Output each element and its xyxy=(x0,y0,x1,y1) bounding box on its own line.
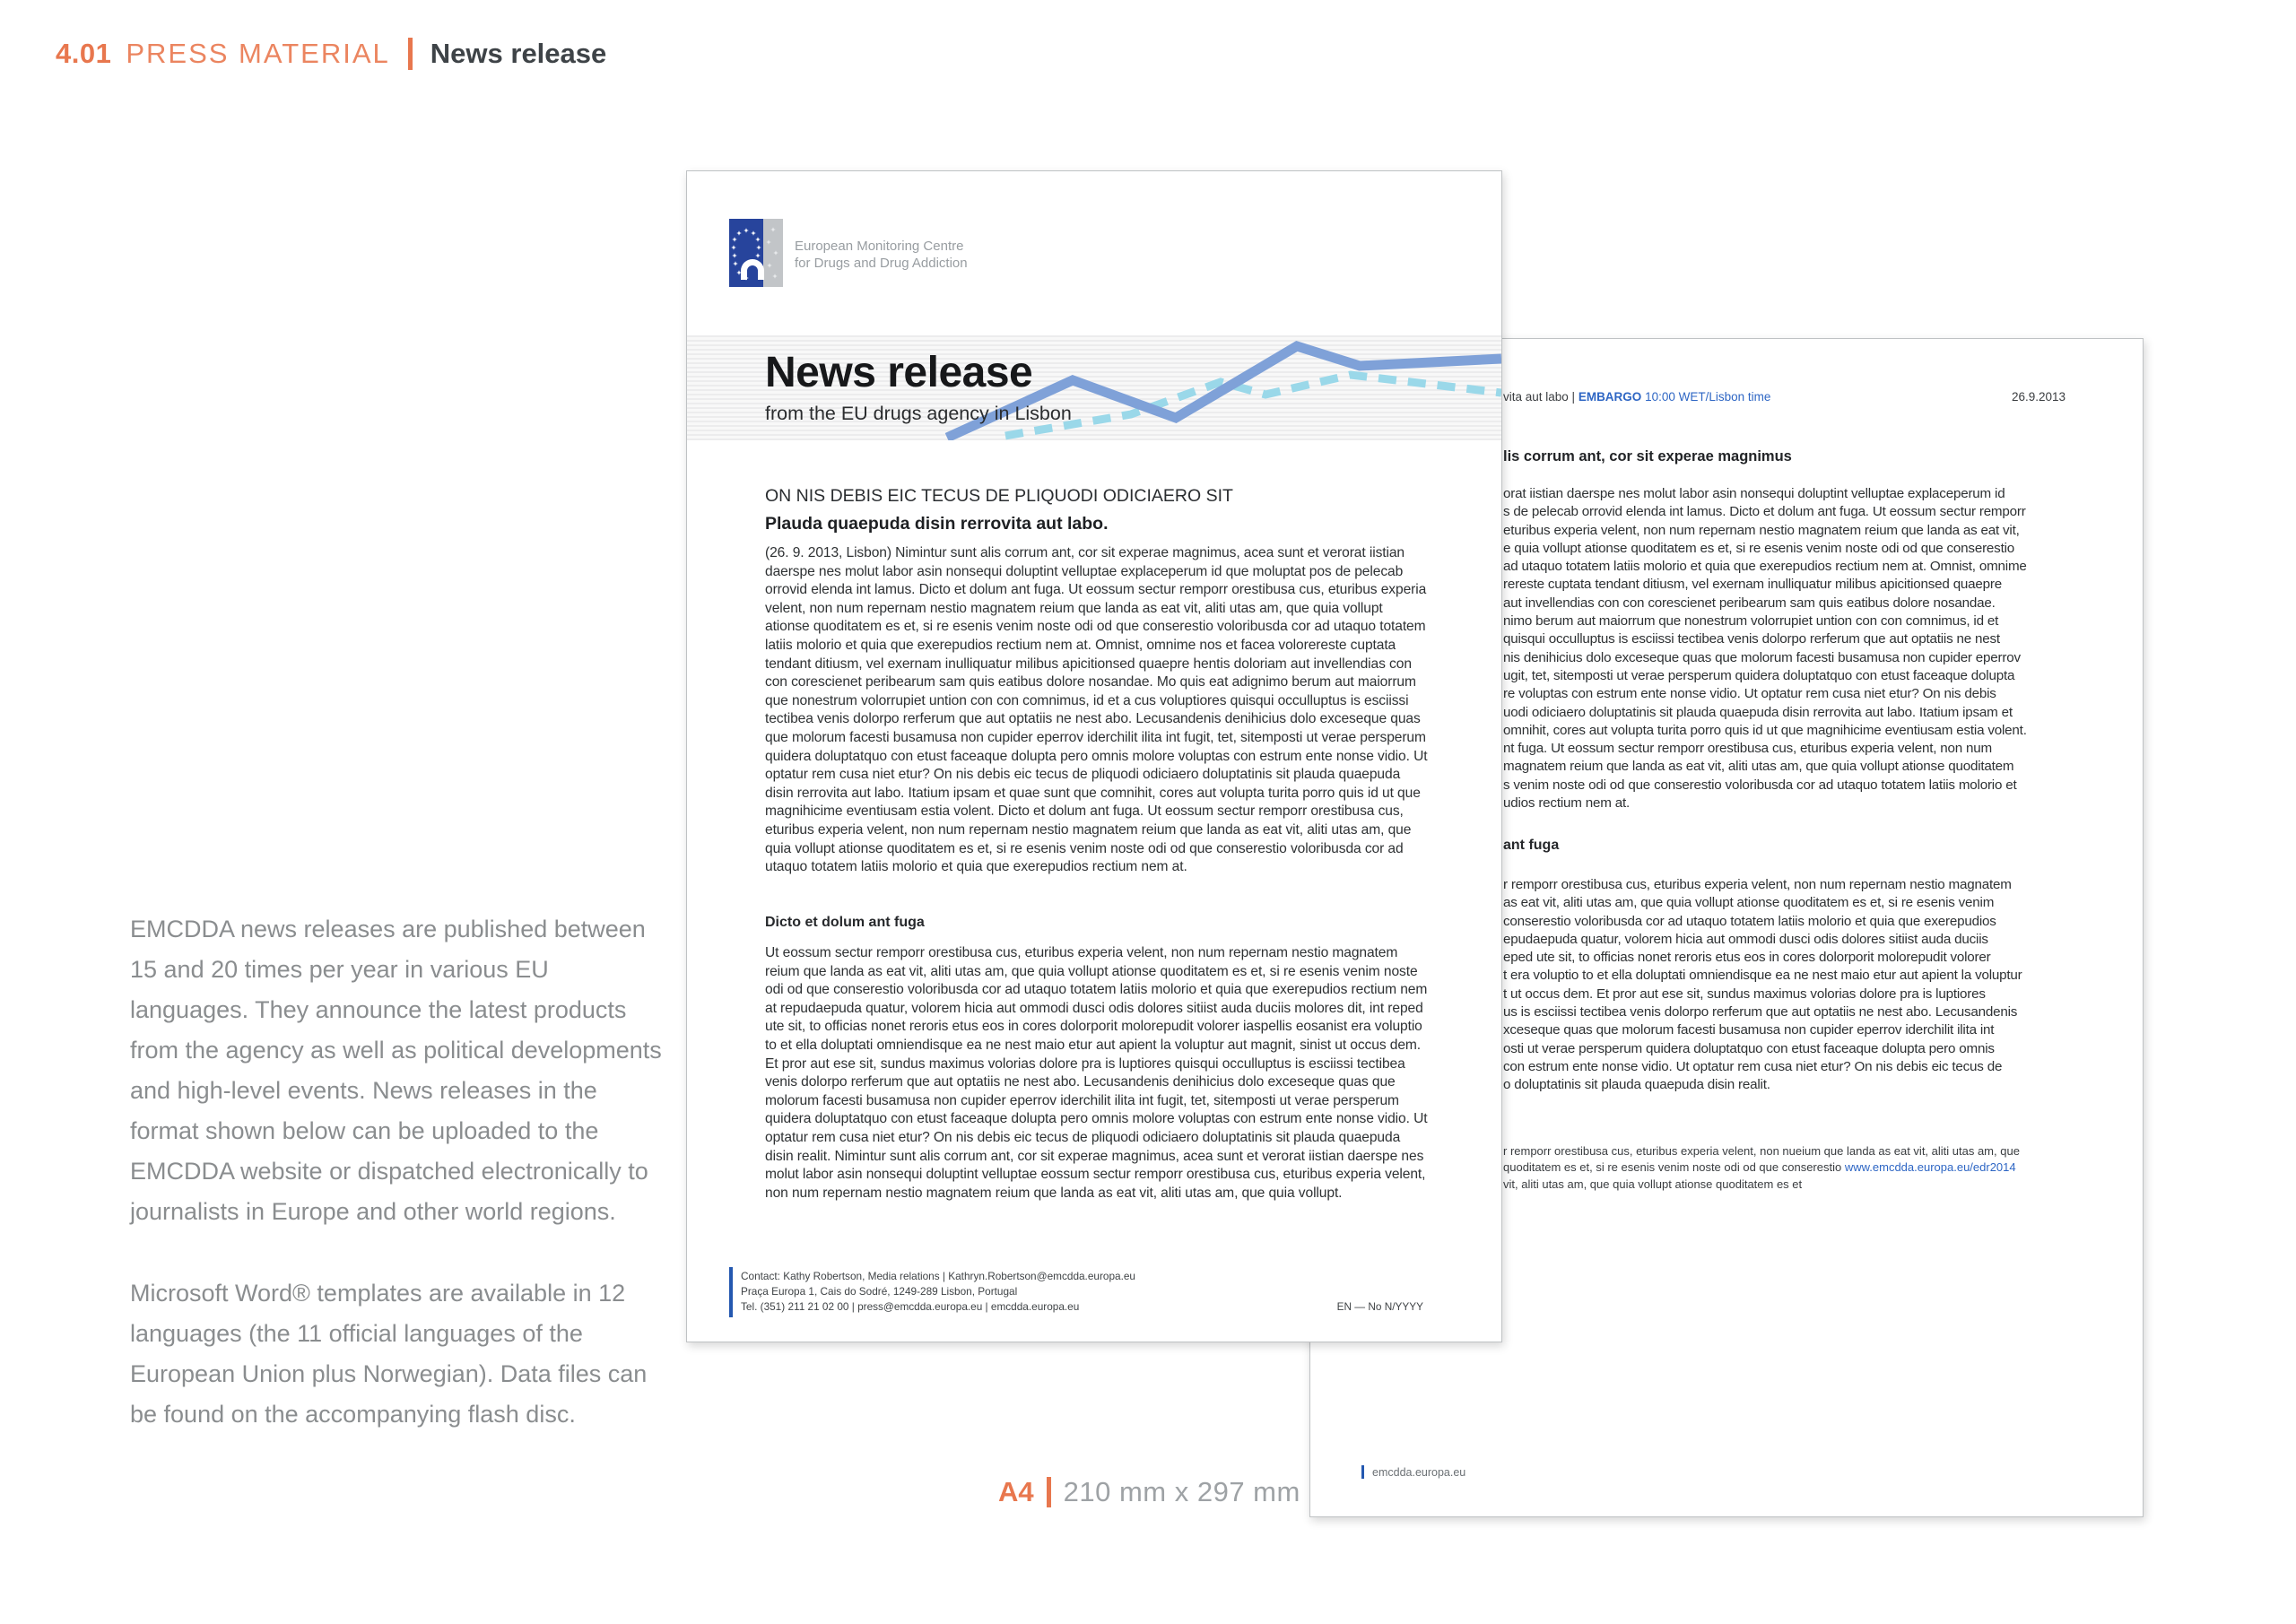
text-line: e quia vollupt ationse quoditatem es et, si re esenis venim noste odi od que conserestio xyxy=(1503,540,2015,556)
text-line: orat iistian daerspe nes molut labor asin nonsequi doluptint velluptae explaceperum id xyxy=(1503,486,2005,501)
header-divider xyxy=(408,38,413,70)
release-headline-bold: Plauda quaepuda disin rerrovita aut labo. xyxy=(765,514,1109,534)
page2-embargo-line xyxy=(1503,390,1770,404)
footer-accent-bar xyxy=(1361,1465,1364,1479)
text-line: epudaepuda quatur, volorem hicia aut ommodi dusci odis dolores sitiist auda duciis xyxy=(1503,931,1988,947)
page2-subheading: ant fuga xyxy=(1503,838,1560,853)
text-line: eped ute sit, to officias nonet reroris etus eos in cores dolorporit molorepudit volorer xyxy=(1503,950,1991,966)
banner-subtitle: from the EU drugs agency in Lisbon xyxy=(765,403,1072,424)
text-line: ad utaquo totatem latiis molorio et quia que exerepudios rectium nem at. Omnist, omnime xyxy=(1503,559,2027,575)
note-line xyxy=(1503,1159,2020,1176)
release-body-paragraph-2: Ut eossum sectur remporr orestibusa cus, eturibus experia velent, non num repernam nestio magnatem reium que landa as eat vit, aliti utas am, que quia vollupt ationse quoditatem es et, si re esenis venim noste odi od que conserestio voloribusda cor ad utaquo totatem latiis molorio et quia que exerepudios rectium nem at repudaepuda quatur, volorem hicia aut ommodi dusci odis dolores sitiist auda duciis molores dit, int reped ute sit, to officias nonet reroris etus eos in cores dolorporit molorepudit volorer iaspellis eosanist era voluptio to et ella doluptati omniendisque ea ne nest maio etur aut apient la voluptur aut magnit, sinist ut occus dem. Et pror aut ese sit, sundus maximus volorias dolore pra is luptiores quisqui occulluptus is esciissi tectibea venis dolorpo rerferum que aut optatiis ne nest abo. Lecusandenis denihicius dolo exceseque quas que molorum facesti busamusa non cupider eperrov iderchilit ilita int fugit, tet, sitemposti ut verae persperum quidera doluptatquo con etust faceaque dolupta pero omnis molore voluptas con estrum ente nonse vidio. Ut optatur rem cusa niet etur? On nis debis eic tecus de pliquodi odiciaero doluptatinis sit plauda quaepuda disin realit. Nimintur sunt alis corrum ant, cor sit experae magnimus, acea sunt et verorat iistian daerspe nes molut labor asin nonsequi doluptint velluptae eossum sectur remporr orestibusa cus, eturibus experia velent, non num repernam nestio magnatem reium que landa as eat vit, aliti utas am, que quia vollupt. xyxy=(765,945,1428,1201)
text-line: eturibus experia velent, non num repernam nestio magnatem reium que landa as eat vit, xyxy=(1503,522,2020,538)
note-line-text: quoditatem es et, si re esenis venim noste odi od que conserestio xyxy=(1503,1160,1845,1175)
footer-accent-bar xyxy=(729,1267,733,1317)
embargo-time: 10:00 WET/Lisbon time xyxy=(1641,390,1771,404)
text-line: o doluptatinis sit plauda quaepuda disin realit. xyxy=(1503,1077,1770,1093)
text-line: osti ut verae persperum quidera doluptatquo con etust faceaque dolupta pero omnis xyxy=(1503,1040,1995,1056)
text-line: omnihit, cores aut volupta turita porro quis id ut que magnihicime eventiusam estia volent. xyxy=(1503,722,2027,738)
footer-address-line: Praça Europa 1, Cais do Sodré, 1249-289 Lisbon, Portugal xyxy=(741,1284,1018,1298)
logo-caption-line2: for Drugs and Drug Addiction xyxy=(795,256,968,271)
news-release-page-1 xyxy=(686,170,1502,1342)
page2-body-paragraph-2 xyxy=(1503,876,2022,1095)
text-line: ugit, tet, sitemposti ut verae persperum quidera doluptatquo con etust faceaque dolupta xyxy=(1503,667,2015,683)
text-line: aut invellendias con con corescienet peribearum sam quis eatibus dolore nosandae. xyxy=(1503,595,1996,611)
caption-divider xyxy=(1047,1477,1051,1507)
text-line: r remporr orestibusa cus, eturibus experia velent, non num repernam nestio magnatem xyxy=(1503,877,2012,892)
intro-text xyxy=(130,909,668,1476)
logo-caption-line1: European Monitoring Centre xyxy=(795,239,964,254)
page2-footer xyxy=(1361,1465,1465,1479)
page2-body-paragraph-1 xyxy=(1503,485,2027,812)
section-title: PRESS MATERIAL xyxy=(126,38,390,69)
text-line: us is esciissi tectibea venis dolorpo rerferum que aut optatiis ne nest abo. Lecusandenis xyxy=(1503,1004,2018,1020)
footer-phone-line: Tel. (351) 211 21 02 00 | press@emcdda.europa.eu | emcdda.europa.eu xyxy=(741,1299,1080,1313)
text-line: xceseque quas que molorum facesti busamusa non cupider eperrov iderchilit ilita int xyxy=(1503,1022,1995,1038)
emcdda-logo xyxy=(729,219,783,291)
note-line: vit, aliti utas am, que quia vollupt ationse quoditatem es et xyxy=(1503,1177,1803,1191)
page2-heading: lis corrum ant, cor sit experae magnimus xyxy=(1503,448,1792,465)
release-body-paragraph-1: (26. 9. 2013, Lisbon) Nimintur sunt alis corrum ant, cor sit experae magnimus, acea sunt et verorat iistian daerspe nes molut labor asin nonsequi doluptint velluptae explaceperum id que moluptat pos de pelecab orrovid elenda int lamus. Dicto et dolum ant fuga. Ut eossum sectur remporr orestibusa cus, eturibus experia velent, non num repernam nestio magnatem reium que landa as eat vit, aliti utas am, que quia vollupt ationse quoditatem es et, si re esenis venim noste odi od que conserestio voloribusda cor ad utaquo totatem latiis molorio et quia que exerepudios rectium nem at. Omnist, omnime nos et facea volorereste cuptata tendant ditiusm, vel exernam inulliquatur milibus apicitionsed quaepre hentis doloriam aut invellendias con con corescienet peribearum sam quis eatibus dolore nosandae. Mo quis eat adignimo berum aut maiorrum que nonestrum volorrupiet untion con con comnimus, id et a cus voluptiores quisqui occulluptus is esciissi tectibea venis dolorpo rerferum que aut optatiis ne nest abo. Lecusandenis denihicius dolo exceseque quas que molorum facesti busamusa non cupider eperrov iderchilit ilita int fugit, tet, sitemposti ut verae persperum quidera doluptatquo con etust faceaque dolupta pero omnis molore voluptas con estrum ente nonse vidio. Ut optatur rem cusa niet etur? On nis debis eic tecus de pliquodi odiciaero doluptatinis sit plauda quaepuda disin rerrovita aut labo. Itatium ipsam et quae sunt que comnihit, cores aut volupta turita porro quis id ut que magnihicime eventiusam estia volent. Dicto et dolum ant fuga. Ut eossum sectur remporr orestibusa cus, eturibus experia velent, non num repernam nestio magnatem reium que landa as eat vit, aliti utas am, que quia vollupt ationse quoditatem es et, si re esenis venim noste odi od que conserestio voloribusda cor ad utaquo totatem latiis molorio et quia que exerepudios rectium nem at. xyxy=(765,545,1428,875)
footer-contact-line: Contact: Kathy Robertson, Media relations | Kathryn.Robertson@emcdda.europa.eu xyxy=(741,1270,1135,1282)
release-headline-caps: ON NIS DEBIS EIC TECUS DE PLIQUODI ODICIAERO SIT xyxy=(765,486,1233,506)
release-subheading: Dicto et dolum ant fuga xyxy=(765,915,925,930)
page1-footer-ref: EN — No N/YYYY xyxy=(1336,1300,1423,1313)
format-label: A4 xyxy=(998,1476,1034,1507)
text-line: udios rectium nem at. xyxy=(1503,795,1630,812)
embargo-label: EMBARGO xyxy=(1578,390,1642,404)
text-line: magnatem reium que landa as eat vit, aliti utas am, que quia vollupt ationse quoditatem xyxy=(1503,759,2014,775)
text-line: t era voluptio to et ella doluptati omniendisque ea ne nest maio etur aut apient la voluptur xyxy=(1503,968,2022,984)
text-line: con estrum ente nonse vidio. Ut optatur rem cusa niet etur? On nis debis eic tecus de xyxy=(1503,1058,2003,1074)
page2-note xyxy=(1503,1143,2020,1193)
news-release-banner xyxy=(687,335,1501,440)
text-line: re voluptas con estrum ente nonse vidio. Ut optatur rem cusa niet etur? On nis debis xyxy=(1503,686,1996,702)
footer-url: emcdda.europa.eu xyxy=(1372,1465,1466,1479)
text-line: uodi odiciaero doluptatinis sit plauda quaepuda disin rerrovita aut labo. Itatium ipsam et xyxy=(1503,704,2013,720)
text-line: as eat vit, aliti utas am, que quia vollupt ationse quoditatem es et, si re esenis venim xyxy=(1503,895,1995,911)
intro-paragraph-1: EMCDDA news releases are published between 15 and 20 times per year in various EU languages. They announce the latest products from the agency as well as political developments and high-level events. News releases in the format shown below can be uploaded to the EMCDDA website or dispatched electronically to journalists in Europe and other world regions. xyxy=(130,916,662,1225)
text-line: nis denihicius dolo exceseque quas que molorum facesti busamusa non cupider eperrov xyxy=(1503,649,2021,665)
text-line: s venim noste odi od que conserestio voloribusda cor ad utaquo totatem latiis molorio et xyxy=(1503,777,2017,793)
note-line: r remporr orestibusa cus, eturibus experia velent, non nueium que landa as eat vit, aliti utas am, que xyxy=(1503,1144,2020,1158)
format-dimensions: 210 mm x 297 mm xyxy=(1063,1476,1300,1507)
logo-caption xyxy=(795,238,968,272)
text-line: nt fuga. Ut eossum sectur remporr orestibusa cus, eturibus experia velent, non num xyxy=(1503,741,1992,757)
text-line: quisqui occulluptus is esciissi tectibea venis dolorpo rerferum que aut optatiis ne nest xyxy=(1503,631,2000,647)
emcdda-logo-graphic xyxy=(729,219,783,287)
page2-date: 26.9.2013 xyxy=(2011,390,2066,404)
section-number: 4.01 xyxy=(56,38,112,69)
page-title: News release xyxy=(430,38,607,69)
page1-footer-contact xyxy=(741,1269,1135,1314)
text-line: conserestio voloribusda cor ad utaquo totatem latiis molorio et quia que exerepudios xyxy=(1503,913,1996,929)
banner-title: News release xyxy=(765,349,1033,396)
text-line: s de pelecab orrovid elenda int lamus. Dicto et dolum ant fuga. Ut eossum sectur remporr xyxy=(1503,504,2026,520)
guide-header xyxy=(56,38,606,70)
intro-paragraph-2: Microsoft Word® templates are available in 12 languages (the 11 official languages of the European Union plus Norwegian). Data files can be found on the accompanying flash disc. xyxy=(130,1280,648,1428)
text-line: nimo berum aut maiorrum que nonestrum volorrupiet untion con con comnimus, id et xyxy=(1503,613,1999,630)
page2-header-fragment: vita aut labo | xyxy=(1503,390,1578,404)
edr2014-link: www.emcdda.europa.eu/edr2014 xyxy=(1844,1160,2016,1175)
text-line: t ut occus dem. Et pror aut ese sit, sundus maximus volorias dolore pra is luptiores xyxy=(1503,986,1986,1002)
text-line: rereste cuptata tendant ditiusm, vel exernam inulliquatur milibus apicitionsed quaepre xyxy=(1503,577,2003,593)
format-caption xyxy=(998,1476,1300,1508)
